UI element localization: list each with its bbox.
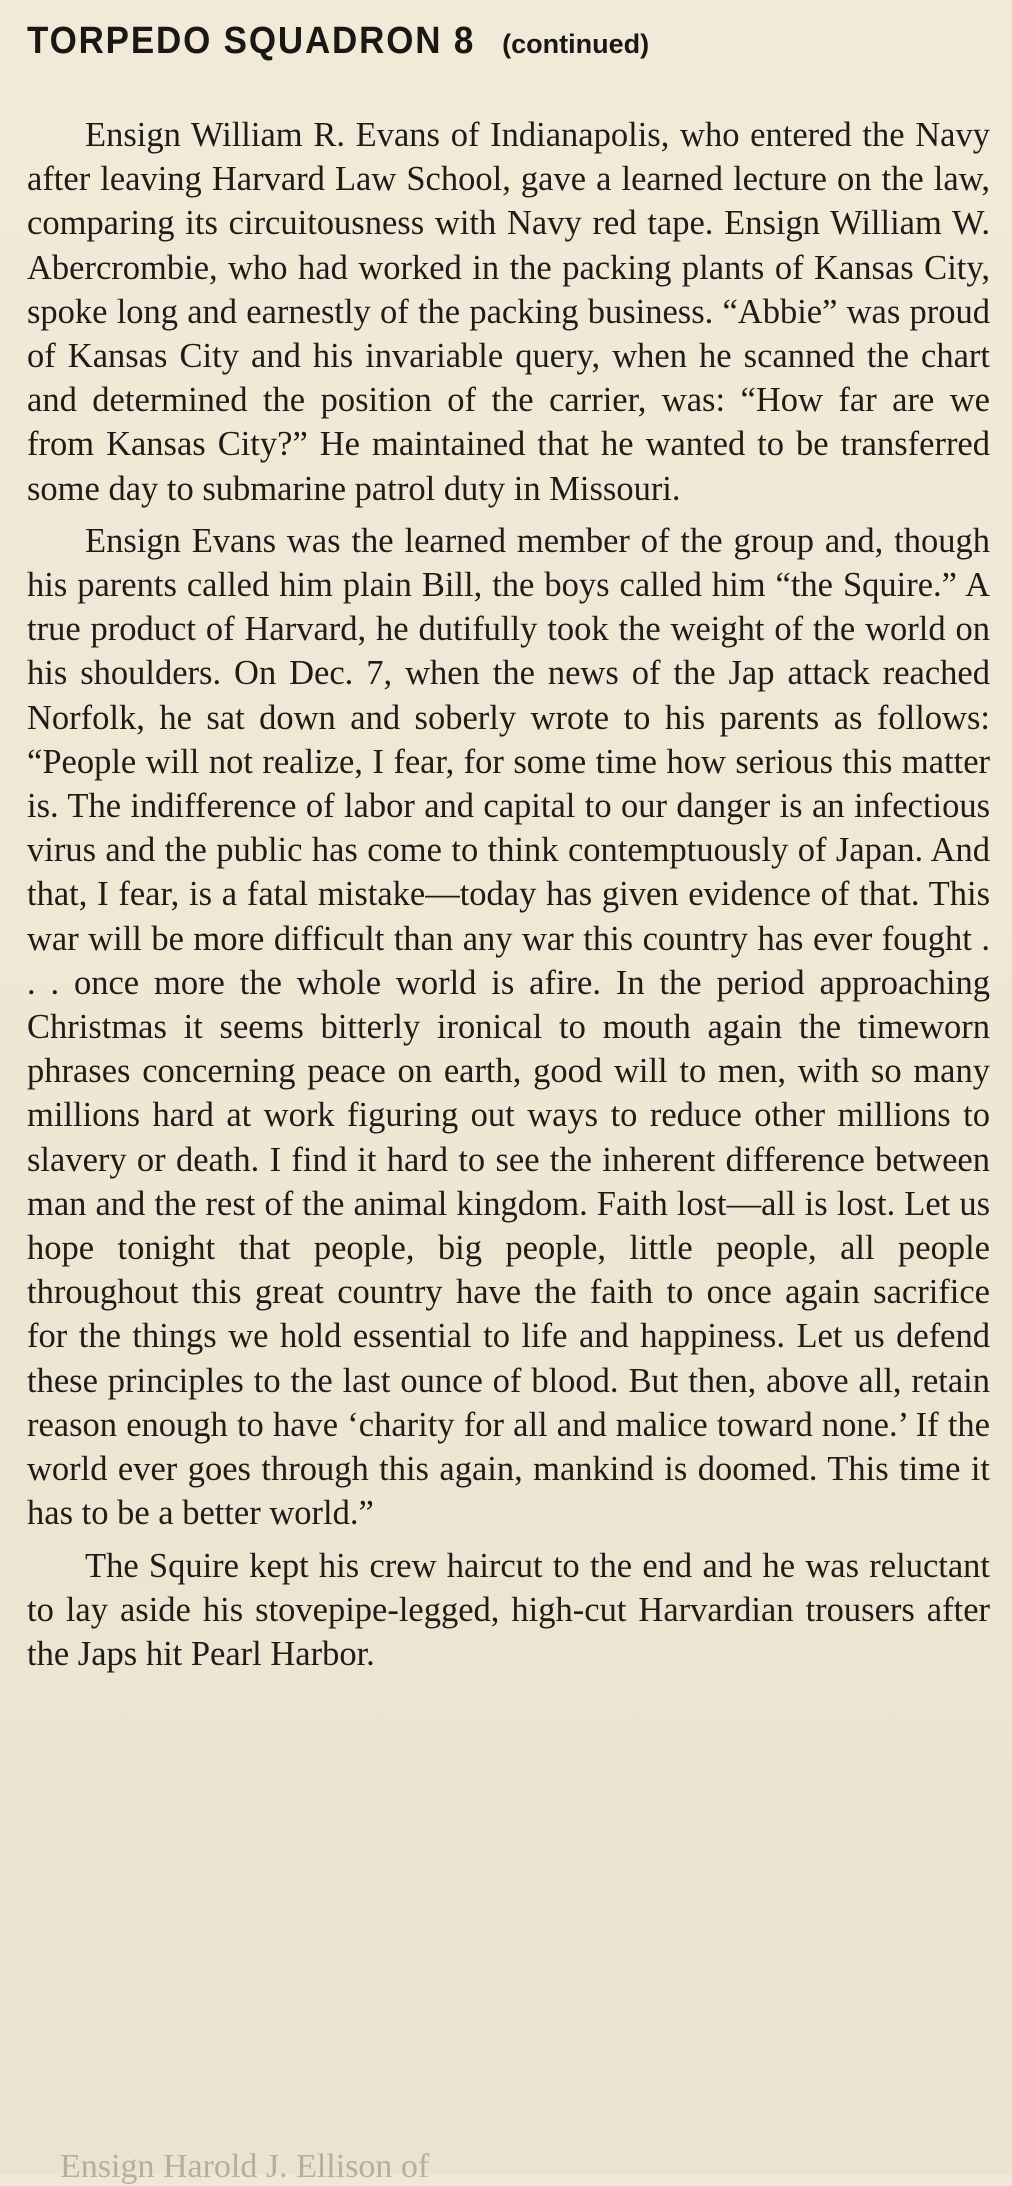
section-title: TORPEDO SQUADRON 8 (27, 20, 476, 62)
section-header (27, 20, 990, 63)
article-body (27, 113, 990, 1676)
paragraph-3: The Squire kept his crew haircut to the end and he was reluctant to lay aside his stovepipe-legged, high-cut Harvardian trousers after the Japs hit Pearl Harbor. (27, 1546, 990, 1673)
paragraph-1: Ensign William R. Evans of Indianapolis, who entered the Navy after leaving Harvard Law School, gave a learned lecture on the law, comparing its circuitousness with Navy red tape. Ensign William W. Abercrombie, who had worked in the packing plants of Kansas City, spoke long and earnestly of the packing business. “Abbie” was proud of Kansas City and his invariable query, when he scanned the chart and determined the position of the carrier, was: “How far are we from Kansas City?” He maintained that he wanted to be transferred some day to submarine patrol duty in Missouri. (27, 116, 990, 508)
paragraph-2: Ensign Evans was the learned member of the group and, though his parents called him plain Bill, the boys called him “the Squire.” A true product of Harvard, he dutifully took the weight of the world on his shoulders. On Dec. 7, when the news of the Jap attack reached Norfolk, he sat down and soberly wrote to his parents as follows: “People will not realize, I fear, for some time how serious this matter is. The indifference of labor and capital to our danger is an infectious virus and the public has come to think contemptuously of Japan. And that, I fear, is a fatal mistake—today has given evidence of that. This war will be more difficult than any war this country has ever fought . . . once more the whole world is afire. In the period approaching Christmas it seems bitterly ironical to mouth again the timeworn phrases concerning peace on earth, good will to men, with so many millions hard at work figuring out ways to reduce other millions to slavery or death. I find it hard to see the inherent difference between man and the rest of the animal kingdom. Faith lost—all is lost. Let us hope tonight that people, big people, little people, all people throughout this great country have the faith to once again sacrifice for the things we hold essential to life and happiness. Let us defend these principles to the last ounce of blood. But then, above all, retain reason enough to have ‘charity for all and malice toward none.’ If the world ever goes through this again, mankind is doomed. This time it has to be a better world.” (27, 521, 990, 1533)
trailing-text-fragment: Ensign Harold J. Ellison of (60, 2148, 430, 2185)
section-subtitle: (continued) (502, 29, 650, 59)
